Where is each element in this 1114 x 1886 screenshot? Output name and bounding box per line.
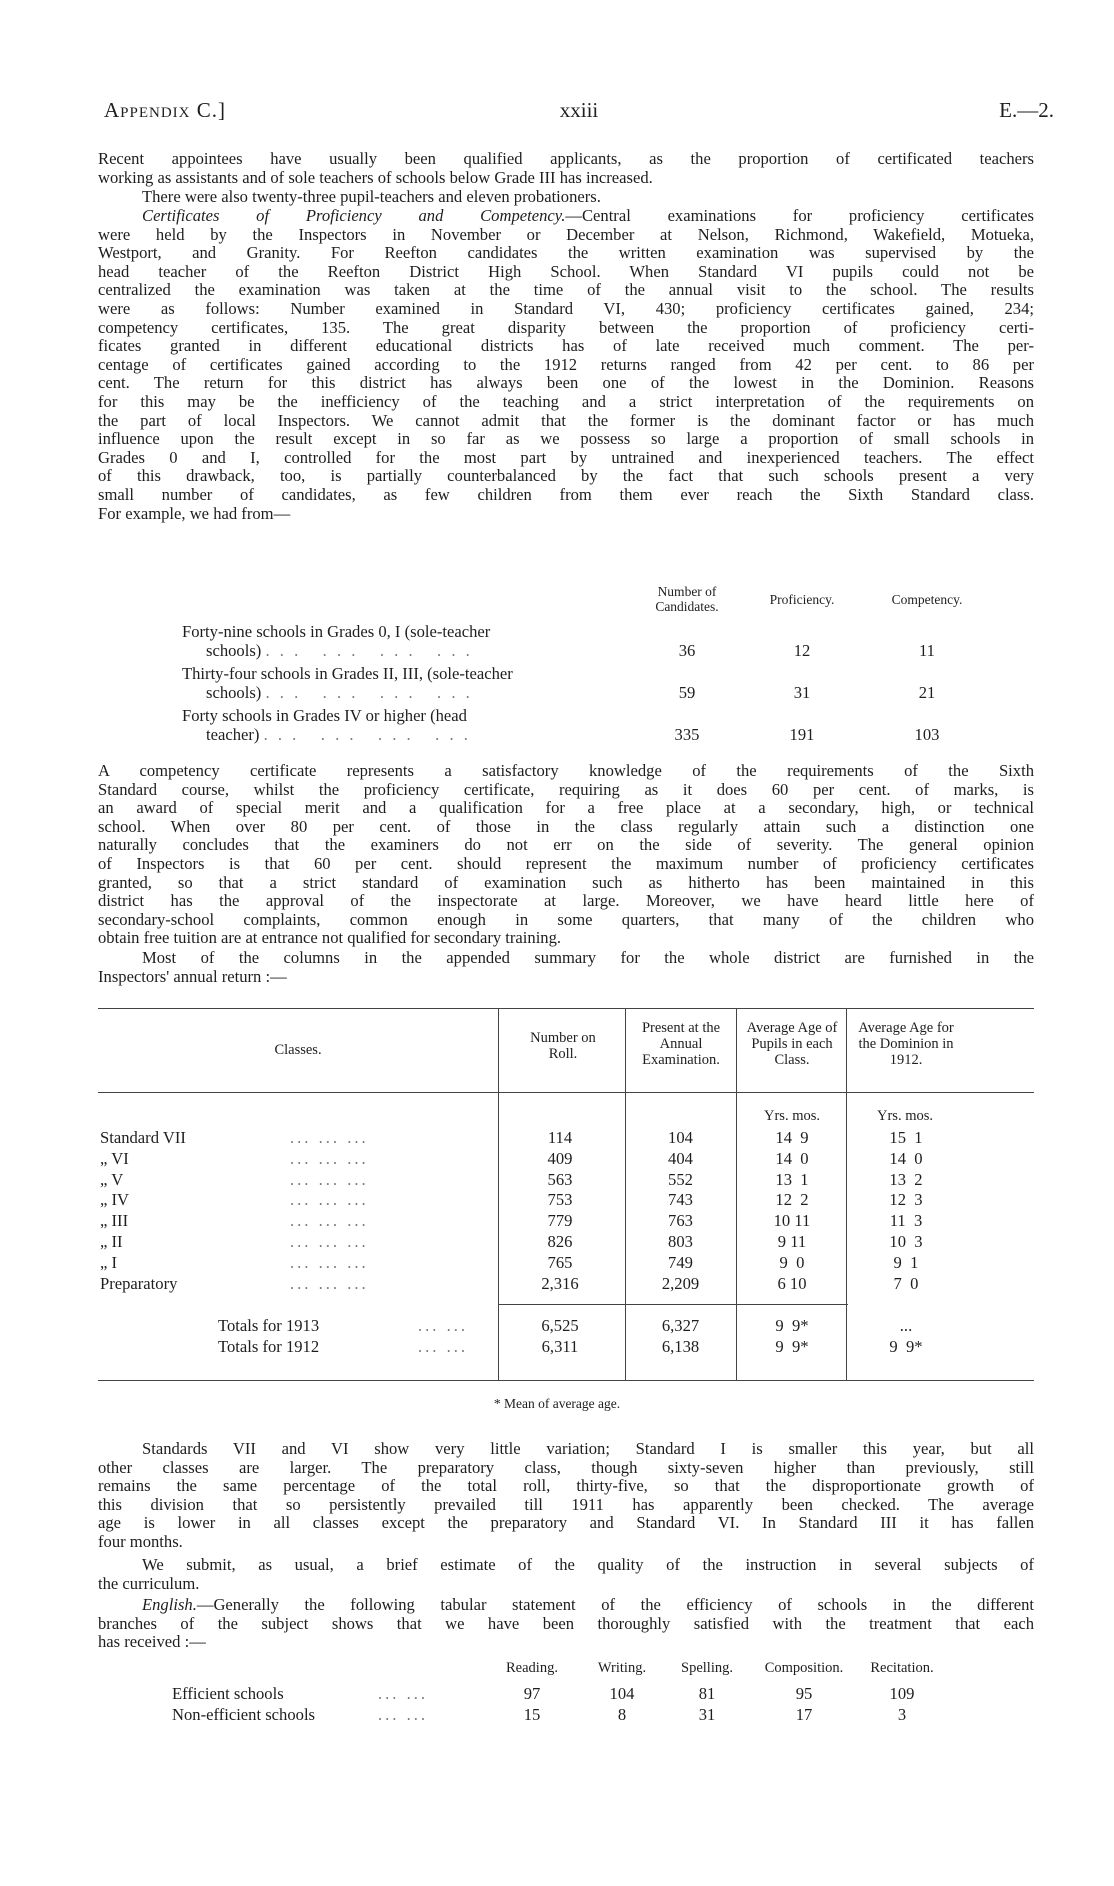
- paragraph-standards: Standards VII and VI show very little variation; Standard I is smaller this year, but all other classes are larger. The preparatory class, though sixty-seven higher than previously, still remains the same percentage of the total roll, thirty-five, so that the disproportionate growth of this division that so persistently prevailed till 1911 has apparently been checked. The average age is lower in all classes except the preparatory and Standard VI. In Standard III it has fallen four months.: [98, 1439, 1034, 1551]
- page-header: [104, 98, 1054, 130]
- row-label: Non-efficient schools: [172, 1705, 316, 1724]
- class-label: Preparatory: [100, 1273, 178, 1293]
- cell-dom: 11 3: [889, 1211, 923, 1231]
- document-code: E.—2.: [999, 98, 1054, 122]
- cell-present: 2,209: [661, 1273, 700, 1293]
- cell-dom: 12 3: [889, 1190, 923, 1210]
- unit-label: Yrs. mos.: [877, 1108, 933, 1124]
- english-table: [172, 1660, 992, 1740]
- cell-present: 104: [668, 1128, 693, 1147]
- cell-age: 13 1: [775, 1169, 809, 1189]
- leader-dots: ... ... ...: [290, 1273, 369, 1293]
- col-competency-header: Competency.: [891, 592, 963, 607]
- cell-roll: 6,311: [541, 1337, 579, 1356]
- cell-value: 104: [609, 1684, 635, 1703]
- leader-dots: ... ... ...: [290, 1169, 369, 1189]
- english-heading: English.: [142, 1595, 197, 1614]
- cell-roll: 765: [547, 1252, 573, 1272]
- paragraph-summary-intro: Most of the columns in the appended summary for the whole district are furnished in the Inspectors' annual return :—: [98, 948, 1034, 986]
- cell-value: 97: [523, 1684, 541, 1703]
- leader-dots: ... ... ...: [290, 1211, 369, 1231]
- paragraph-curriculum: We submit, as usual, a brief estimate of the quality of the instruction in several subjects of the curriculum.: [98, 1555, 1034, 1593]
- cell-dom: 7 0: [893, 1273, 919, 1293]
- certificates-table: [182, 584, 1012, 744]
- paragraph-appointees: Recent appointees have usually been qualified applicants, as the proportion of certificated teachers working as assistants and of sole teachers of schools below Grade III has increased.: [98, 149, 1034, 187]
- cell-present: 743: [668, 1190, 693, 1210]
- col-roll-header: Number on Roll.: [530, 1030, 596, 1062]
- class-label: „ IV: [100, 1190, 130, 1210]
- cell-value: 8: [617, 1705, 627, 1724]
- cell-roll: 826: [547, 1232, 573, 1251]
- certificates-heading: Certificates of Proficiency and Competency.: [142, 206, 566, 225]
- class-label: „ V: [100, 1169, 124, 1189]
- cell-present: 749: [668, 1252, 693, 1272]
- cell-present: 803: [668, 1232, 693, 1251]
- col-avg-age-header: Average Age of Pupils in each Class.: [746, 1020, 838, 1068]
- col-classes-header: Classes.: [274, 1042, 322, 1058]
- cell-roll: 114: [547, 1128, 573, 1147]
- paragraph-pupil-teachers: There were also twenty-three pupil-teachers and eleven probationers.: [142, 187, 601, 206]
- cell-age: 12 2: [775, 1190, 809, 1210]
- leader-dots: ... ... ...: [290, 1190, 369, 1210]
- cell-roll: 409: [547, 1148, 573, 1168]
- col-dominion-age-header: Average Age for the Dominion in 1912.: [858, 1020, 954, 1068]
- cell-value: 15: [523, 1705, 541, 1724]
- cell-dom: 10 3: [889, 1232, 923, 1251]
- cell-present: 6,138: [661, 1337, 700, 1356]
- cell-present: 6,327: [661, 1316, 700, 1335]
- cell-value: 3: [897, 1705, 907, 1724]
- class-label: Totals for 1913: [218, 1316, 320, 1335]
- unit-label: Yrs. mos.: [764, 1108, 820, 1124]
- cell-age: 9 11: [777, 1232, 807, 1251]
- row-label: Efficient schools: [172, 1684, 284, 1703]
- cell-value: 31: [698, 1705, 716, 1724]
- cell-dom: 13 2: [889, 1169, 923, 1189]
- leader-dots: ... ... ...: [290, 1252, 369, 1272]
- cell-present: 763: [668, 1211, 693, 1231]
- cell-dom: 9 1: [893, 1252, 919, 1272]
- table-row: Forty-nine schools in Grades 0, I (sole-teacher schools) . . . . . . . . . . . . 36 12 11: [182, 622, 935, 660]
- class-label: „ II: [100, 1232, 123, 1251]
- col-reading-header: Reading.: [506, 1660, 558, 1676]
- cell-value: 109: [889, 1684, 915, 1703]
- appendix-label: Appendix C.]: [104, 98, 227, 122]
- leader-dots: ... ...: [418, 1337, 469, 1356]
- cell-age: 9 9*: [775, 1337, 809, 1356]
- cell-present: 552: [668, 1169, 693, 1189]
- page-number: xxiii: [559, 98, 599, 122]
- paragraph-certificates: Certificates of Proficiency and Competency.—Central examinations for proficiency certificates were held by the Inspectors in November or December at Nelson, Richmond, Wakefield, Motueka, Westport, and Granity. For Reefton candidates the written examination was supervised by the head teacher of the Reefton District High School. When Standard VI pupils could not be centralized the examination was taken at the time of the annual visit to the school. The results were as follows: Number examined in Standard VI, 430; proficiency certificates gained, 234; competency certificates, 135. The great disparity between the proportion of proficiency certi- ficates granted in different educational districts has of late received much comment. The per- centage of certificates gained according to the 1912 returns ranged from 42 per cent. to 86 per cent. The return for this district has always been one of the lowest in the Dominion. Reasons for this may be the inefficiency of the teaching and a strict interpretation of the requirements on the part of local Inspectors. We cannot admit that the former is the dominant factor or has much influence upon the result except in so far as we possess so large a proportion of small schools in Grades 0 and I, controlled for the most part by untrained and inexperienced teachers. The effect of this drawback, too, is partially counterbalanced by the fact that such schools present a very small number of candidates, as few children from them ever reach the Sixth Standard class. For example, we had from—: [98, 206, 1034, 523]
- paragraph-competency: A competency certificate represents a satisfactory knowledge of the requirements of the Sixth Standard course, whilst the proficiency certificate, requiring as it does 60 per cent. of marks, is an award of special merit and a qualification for a free place at a secondary, high, or technical school. When over 80 per cent. of those in the class regularly attain such a distinction one naturally concludes that the examiners do not err on the side of severity. The general opinion of Inspectors is that 60 per cent. should represent the maximum number of proficiency certificates granted, so that a strict standard of examination such as hitherto has been maintained in this district has the approval of the inspectorate at large. Moreover, we have heard little here of secondary-school complaints, common enough in some quarters, that many of the children who obtain free tuition are at entrance not qualified for secondary training.: [98, 761, 1034, 948]
- cell-dom: 14 0: [889, 1148, 923, 1168]
- class-label: „ VI: [100, 1148, 129, 1168]
- cell-age: 9 0: [779, 1252, 805, 1272]
- col-candidates-header: Number of Candidates.: [655, 584, 719, 614]
- cell-dom: 9 9*: [889, 1337, 923, 1356]
- col-writing-header: Writing.: [597, 1660, 647, 1676]
- cell-present: 404: [668, 1148, 693, 1168]
- class-label: „ I: [100, 1252, 118, 1272]
- cell-roll: 753: [547, 1190, 573, 1210]
- class-label: „ III: [100, 1211, 129, 1231]
- cell-roll: 6,525: [541, 1316, 579, 1335]
- cell-roll: 563: [547, 1169, 573, 1189]
- cell-roll: 2,316: [541, 1273, 579, 1293]
- cell-age: 9 9*: [775, 1316, 809, 1335]
- cell-age: 14 9: [775, 1128, 809, 1147]
- cell-age: 14 0: [775, 1148, 809, 1168]
- cell-value: 95: [795, 1684, 813, 1703]
- cell-age: 6 10: [777, 1273, 807, 1293]
- leader-dots: ... ... ...: [290, 1128, 369, 1147]
- table-row: Forty schools in Grades IV or higher (head teacher) . . . . . . . . . . . . 335 191 103: [182, 706, 940, 744]
- leader-dots: ... ...: [418, 1316, 469, 1335]
- paragraph-english: English.—Generally the following tabular statement of the efficiency of schools in the different branches of the subject shows that we have been thoroughly satisfied with the treatment that each has received :—: [98, 1595, 1034, 1652]
- cell-value: 17: [795, 1705, 813, 1724]
- col-recitation-header: Recitation.: [870, 1660, 934, 1676]
- col-proficiency-header: Proficiency.: [769, 592, 835, 607]
- col-composition-header: Composition.: [764, 1660, 844, 1676]
- cell-dom: ...: [899, 1316, 913, 1335]
- table-row: Thirty-four schools in Grades II, III, (sole-teacher schools) . . . . . . . . . . . . 59 31 21: [182, 664, 936, 702]
- class-label: Standard VII: [100, 1128, 186, 1147]
- col-spelling-header: Spelling.: [681, 1660, 733, 1676]
- cell-value: 81: [698, 1684, 716, 1703]
- leader-dots: ... ... ...: [290, 1232, 369, 1251]
- class-label: Totals for 1912: [218, 1337, 320, 1356]
- cell-roll: 779: [547, 1211, 573, 1231]
- cell-age: 10 11: [773, 1211, 811, 1231]
- summary-table: [98, 1008, 1034, 1388]
- leader-dots: ... ...: [378, 1684, 429, 1703]
- leader-dots: ... ... ...: [290, 1148, 369, 1168]
- col-present-header: Present at the Annual Examination.: [641, 1020, 721, 1068]
- footnote: * Mean of average age.: [493, 1396, 621, 1411]
- leader-dots: ... ...: [378, 1705, 429, 1724]
- cell-dom: 15 1: [889, 1128, 923, 1147]
